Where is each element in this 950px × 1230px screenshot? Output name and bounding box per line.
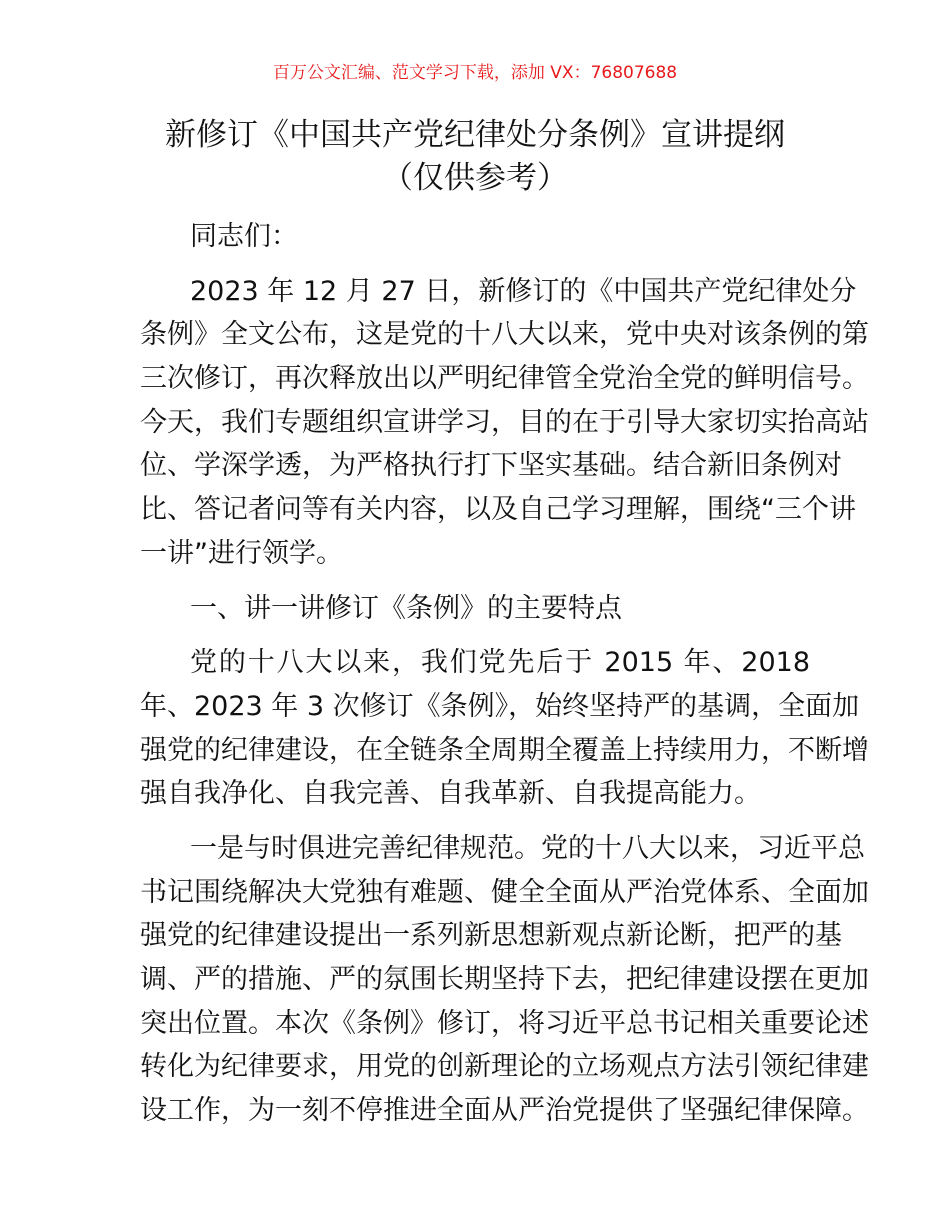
paragraph — [140, 641, 869, 816]
document-title: 新修订《中国共产党纪律处分条例》宣讲提纲 — [165, 117, 785, 153]
text-line: 年、2023 年 3 次修订《条例》，始终坚持严的基调，全面加 — [140, 690, 860, 722]
text-line: 比、答记者问等有关内容，以及自己学习理解，围绕“三个讲 — [140, 494, 856, 526]
text-line: 条例》全文公布，这是党的十八大以来，党中央对该条例的第 — [140, 319, 869, 351]
text-line: 位、学深学透，为严格执行打下坚实基础。结合新旧条例对 — [140, 450, 842, 482]
text-line: 设工作，为一刻不停推进全面从严治党提供了坚强纪律保障。 — [140, 1095, 869, 1127]
text-line: 调、严的措施、严的氛围长期坚持下去，把纪律建设摆在更加 — [140, 964, 869, 995]
text-line: 同志们： — [190, 221, 298, 252]
paragraph — [140, 827, 869, 1133]
document-body — [140, 215, 869, 1144]
text-line: 强党的纪律建设，在全链条全周期全覆盖上持续用力，不断增 — [140, 734, 869, 766]
text-line: 一、讲一讲修订《条例》的主要特点 — [190, 592, 622, 624]
text-line: 一讲”进行领学。 — [140, 537, 343, 569]
document-subtitle: （仅供参考） — [382, 160, 568, 196]
text-line: 强自我净化、自我完善、自我革新、自我提高能力。 — [140, 778, 761, 810]
salutation — [140, 215, 810, 259]
text-line: 一是与时俱进完善纪律规范。党的十八大以来，习近平总 — [190, 832, 865, 864]
section-heading — [140, 587, 810, 631]
text-line: 三次修订，再次释放出以严明纪律管全党治全党的鲜明信号。 — [140, 363, 869, 395]
text-line: 突出位置。本次《条例》修订，将习近平总书记相关重要论述 — [140, 1007, 869, 1039]
text-line: 党的十八大以来，我们党先后于 2015 年、2018 — [190, 647, 810, 679]
text-line: 书记围绕解决大党独有难题、健全全面从严治党体系、全面加 — [140, 876, 869, 908]
text-line: 强党的纪律建设提出一系列新思想新观点新论断，把严的基 — [140, 920, 842, 952]
paragraph — [140, 270, 869, 576]
text-line: 今天，我们专题组织宣讲学习，目的在于引导大家切实抬高站 — [140, 406, 869, 438]
text-line: 转化为纪律要求，用党的创新理论的立场观点方法引领纪律建 — [140, 1051, 869, 1083]
watermark-banner: 百万公文汇编、范文学习下载，添加 VX：76807688 — [272, 63, 678, 83]
text-line: 2023 年 12 月 27 日，新修订的《中国共产党纪律处分 — [190, 275, 857, 307]
